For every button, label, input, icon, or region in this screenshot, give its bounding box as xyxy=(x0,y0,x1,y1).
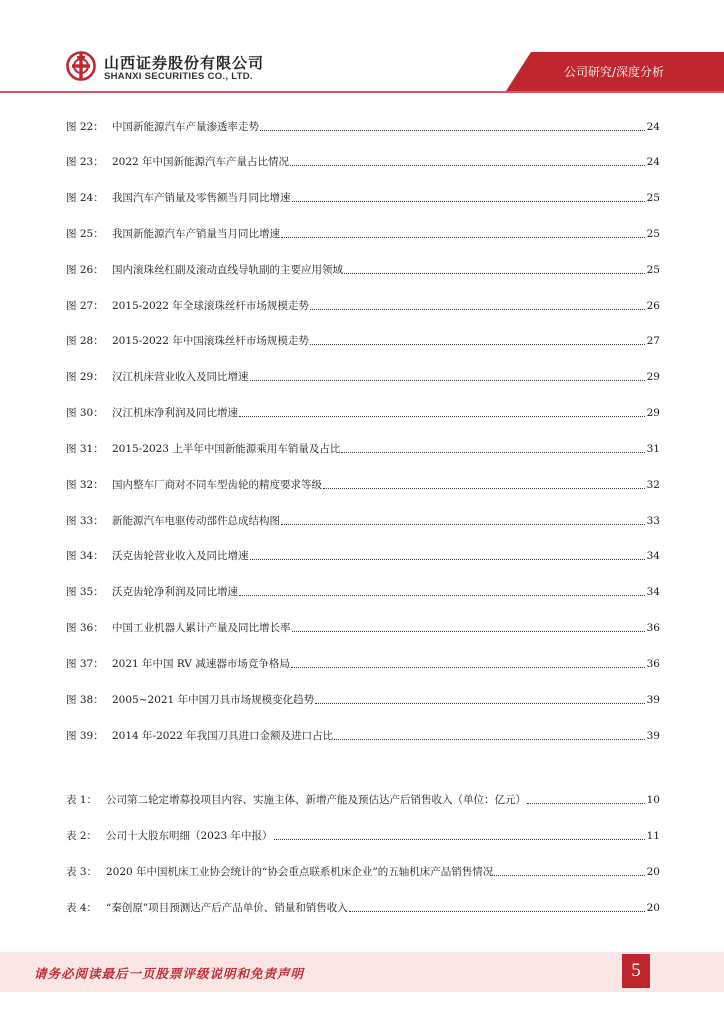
toc-title: 公司十大股东明细（2023 年中报） xyxy=(106,830,273,842)
toc-row-figure-24[interactable] xyxy=(66,189,660,207)
toc-page-number: 25 xyxy=(646,228,660,240)
toc-title: 汉江机床净利润及同比增速 xyxy=(112,407,238,419)
dot-leader xyxy=(290,164,645,166)
toc-label: 图 25： xyxy=(66,228,104,240)
toc-label: 图 33： xyxy=(66,515,104,527)
dot-leader xyxy=(315,702,645,704)
report-section-label: 公司研究/深度分析 xyxy=(563,65,664,79)
dot-leader xyxy=(291,666,645,668)
page-number-badge: 5 xyxy=(622,954,650,988)
dot-leader xyxy=(250,379,645,381)
dot-leader xyxy=(281,236,645,238)
toc-page-number: 31 xyxy=(646,443,660,455)
toc-label: 图 22： xyxy=(66,121,104,133)
toc-label: 图 34： xyxy=(66,550,104,562)
shanxi-securities-logo-icon xyxy=(66,51,96,81)
dot-leader xyxy=(260,129,645,131)
toc-label: 图 29： xyxy=(66,371,104,383)
toc-title: 沃克齿轮净利润及同比增速 xyxy=(112,586,238,598)
toc-row-figure-22[interactable] xyxy=(66,118,660,136)
toc-label: 表 1： xyxy=(66,794,98,806)
toc-title: 沃克齿轮营业收入及同比增速 xyxy=(112,550,249,562)
toc-page-number: 34 xyxy=(646,586,660,598)
toc-label: 图 38： xyxy=(66,694,104,706)
toc-label: 图 39： xyxy=(66,730,104,742)
company-name-en: SHANXI SECURITIES CO., LTD. xyxy=(104,71,253,82)
toc-page-number: 34 xyxy=(646,550,660,562)
dot-leader xyxy=(310,308,645,310)
toc-title: 2005~2021 年中国刀具市场规模变化趋势 xyxy=(112,694,315,706)
toc-row-figure-31[interactable] xyxy=(66,440,660,458)
toc-label: 图 35： xyxy=(66,586,104,598)
toc-page-number: 20 xyxy=(646,902,660,914)
dot-leader xyxy=(527,802,645,804)
toc-label: 表 3： xyxy=(66,866,98,878)
dot-leader xyxy=(292,200,645,202)
toc-page-number: 39 xyxy=(646,694,660,706)
toc-page-number: 39 xyxy=(646,730,660,742)
toc-row-figure-39[interactable] xyxy=(66,727,660,745)
toc-label: 图 27： xyxy=(66,300,104,312)
toc-label: 图 36： xyxy=(66,622,104,634)
toc-title: 国内整车厂商对不同车型齿轮的精度要求等级 xyxy=(112,479,322,491)
toc-row-figure-36[interactable] xyxy=(66,619,660,637)
toc-title: 2020 年中国机床工业协会统计的“协会重点联系机床企业”的五轴机床产品销售情况 xyxy=(106,866,494,878)
dot-leader xyxy=(281,523,645,525)
toc-label: 图 37： xyxy=(66,658,104,670)
toc-page-number: 32 xyxy=(646,479,660,491)
toc-row-figure-25[interactable] xyxy=(66,225,660,243)
dot-leader xyxy=(344,272,645,274)
company-name-cn: 山西证券股份有限公司 xyxy=(104,54,265,72)
toc-label: 图 28： xyxy=(66,335,104,347)
toc-label: 图 23： xyxy=(66,156,104,168)
toc-title: 2015-2023 上半年中国新能源乘用车销量及占比 xyxy=(112,443,341,455)
toc-row-figure-23[interactable] xyxy=(66,153,660,171)
toc-row-figure-32[interactable] xyxy=(66,476,660,494)
dot-leader xyxy=(239,415,645,417)
toc-page-number: 20 xyxy=(646,866,660,878)
dot-leader xyxy=(250,558,645,560)
toc-label: 图 31： xyxy=(66,443,104,455)
toc-title: 我国新能源汽车产销量当月同比增速 xyxy=(112,228,280,240)
toc-row-table-3[interactable] xyxy=(66,863,660,881)
toc-row-figure-27[interactable] xyxy=(66,297,660,315)
toc-page-number: 26 xyxy=(646,300,660,312)
disclaimer-notice: 请务必阅读最后一页股票评级说明和免责声明 xyxy=(34,966,305,981)
toc-title: 我国汽车产销量及零售额当月同比增速 xyxy=(112,192,291,204)
toc-row-figure-37[interactable] xyxy=(66,655,660,673)
toc-title: 中国工业机器人累计产量及同比增长率 xyxy=(112,622,291,634)
dot-leader xyxy=(341,451,644,453)
toc-title: 国内滚珠丝杠副及滚动直线导轨副的主要应用领域 xyxy=(112,264,343,276)
toc-page-number: 33 xyxy=(646,515,660,527)
toc-row-figure-34[interactable] xyxy=(66,547,660,565)
toc-title: 2021 年中国 RV 减速器市场竞争格局 xyxy=(112,658,290,670)
toc-row-figure-33[interactable] xyxy=(66,512,660,530)
toc-row-table-2[interactable] xyxy=(66,827,660,845)
toc-title: 2014 年-2022 年我国刀具进口金额及进口占比 xyxy=(112,730,334,742)
toc-label: 图 30： xyxy=(66,407,104,419)
toc-row-table-1[interactable] xyxy=(66,791,660,809)
toc-page-number: 24 xyxy=(646,121,660,133)
toc-title: 中国新能源汽车产量渗透率走势 xyxy=(112,121,259,133)
dot-leader xyxy=(334,738,644,740)
toc-page-number: 36 xyxy=(646,622,660,634)
toc-row-table-4[interactable] xyxy=(66,899,660,917)
dot-leader xyxy=(239,594,645,596)
toc-label: 图 24： xyxy=(66,192,104,204)
toc-title: 公司第二轮定增募投项目内容、实施主体、新增产能及预估达产后销售收入（单位：亿元） xyxy=(106,794,526,806)
dot-leader xyxy=(292,630,645,632)
toc-page-number: 29 xyxy=(646,371,660,383)
toc-page-number: 29 xyxy=(646,407,660,419)
toc-title: 2015-2022 年中国滚珠丝杆市场规模走势 xyxy=(112,335,309,347)
header-band xyxy=(0,0,724,100)
toc-title: “秦创原”项目预测达产后产品单价、销量和销售收入 xyxy=(106,902,348,914)
toc-row-figure-38[interactable] xyxy=(66,691,660,709)
toc-page-number: 24 xyxy=(646,156,660,168)
dot-leader xyxy=(323,487,645,489)
dot-leader xyxy=(310,343,645,345)
toc-page-number: 36 xyxy=(646,658,660,670)
dot-leader xyxy=(494,874,644,876)
toc-label: 表 4： xyxy=(66,902,98,914)
toc-row-figure-35[interactable] xyxy=(66,583,660,601)
toc-page-number: 27 xyxy=(646,335,660,347)
toc-label: 图 32： xyxy=(66,479,104,491)
toc-title: 汉江机床营业收入及同比增速 xyxy=(112,371,249,383)
toc-row-figure-26[interactable] xyxy=(66,261,660,279)
toc-row-figure-28[interactable] xyxy=(66,332,660,350)
toc-label: 表 2： xyxy=(66,830,98,842)
toc-page-number: 25 xyxy=(646,264,660,276)
toc-label: 图 26： xyxy=(66,264,104,276)
toc-page-number: 25 xyxy=(646,192,660,204)
toc-page-number: 11 xyxy=(646,830,660,842)
toc-title: 新能源汽车电驱传动部件总成结构图 xyxy=(112,515,280,527)
page-header xyxy=(0,0,724,100)
toc-page-number: 10 xyxy=(646,794,660,806)
toc-row-figure-29[interactable] xyxy=(66,368,660,386)
dot-leader xyxy=(274,838,645,840)
toc-row-figure-30[interactable] xyxy=(66,404,660,422)
toc-title: 2022 年中国新能源汽车产量占比情况 xyxy=(112,156,290,168)
dot-leader xyxy=(349,910,645,912)
toc-title: 2015-2022 年全球滚珠丝杆市场规模走势 xyxy=(112,300,309,312)
